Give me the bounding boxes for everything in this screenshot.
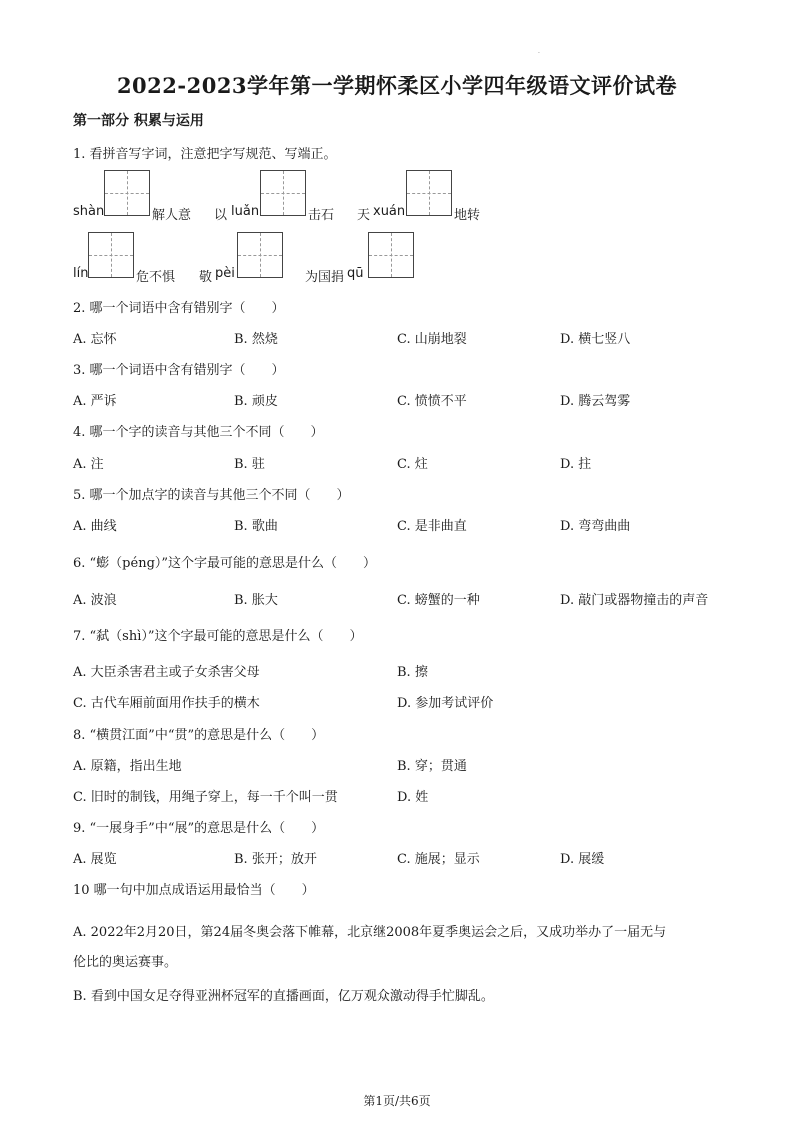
writing-grid[interactable]	[260, 170, 306, 216]
q8-stem: 8. “横贯江面”中“贯”的意思是什么（ ）	[73, 728, 325, 743]
q1-pinyin-1: shàn	[73, 204, 105, 219]
q9-option-a[interactable]: A. 展览	[73, 852, 117, 867]
section-heading: 第一部分 积累与运用	[73, 113, 204, 129]
q5-option-d[interactable]: D. 弯弯曲曲	[560, 519, 631, 534]
q4-option-c[interactable]: C. 炷	[397, 457, 428, 472]
q7-option-d[interactable]: D. 参加考试评价	[397, 696, 494, 711]
q6-option-b[interactable]: B. 胀大	[234, 593, 278, 608]
q1-pinyin-2: luǎn	[231, 204, 260, 219]
exam-title: 2022-2023学年第一学期怀柔区小学四年级语文评价试卷	[116, 73, 678, 98]
q9-option-b[interactable]: B. 张开；放开	[234, 852, 317, 867]
q7-option-c[interactable]: C. 古代车厢前面用作扶手的横木	[73, 696, 260, 711]
writing-grid[interactable]	[406, 170, 452, 216]
q3-option-d[interactable]: D. 腾云驾雾	[560, 394, 631, 409]
q2-option-d[interactable]: D. 横七竖八	[560, 332, 631, 347]
q6-option-c[interactable]: C. 螃蟹的一种	[397, 593, 480, 608]
q5-option-b[interactable]: B. 歌曲	[234, 519, 278, 534]
q4-option-b[interactable]: B. 驻	[234, 457, 265, 472]
speck: ·	[538, 50, 540, 57]
q6-option-d[interactable]: D. 敲门或器物撞击的声音	[560, 593, 709, 608]
q2-option-c[interactable]: C. 山崩地裂	[397, 332, 467, 347]
q1-suffix-2: 击石	[308, 208, 335, 223]
q2-option-b[interactable]: B. 然烧	[234, 332, 278, 347]
q6-option-a[interactable]: A. 波浪	[73, 593, 117, 608]
q7-stem: 7. “弑（shì）”这个字最可能的意思是什么（ ）	[73, 629, 363, 644]
q4-option-a[interactable]: A. 注	[73, 457, 104, 472]
q2-stem: 2. 哪一个词语中含有错别字（ ）	[73, 301, 285, 316]
q9-option-c[interactable]: C. 施展；显示	[397, 852, 480, 867]
q1-pinyin-4: lín	[73, 266, 89, 281]
q10-option-a-line1[interactable]: A. 2022年2月20日，第24届冬奥会落下帷幕，北京继2008年夏季奥运会之后，又成功举办了一届无与	[73, 925, 667, 940]
writing-grid[interactable]	[88, 232, 134, 278]
q1-prefix-6: 为国捐	[305, 270, 345, 285]
q10-option-b[interactable]: B. 看到中国女足夺得亚洲杯冠军的直播画面，亿万观众激动得手忙脚乱。	[73, 989, 494, 1004]
q1-prefix-5: 敬	[199, 270, 213, 285]
q1-suffix-1: 解人意	[152, 208, 192, 223]
q7-option-a[interactable]: A. 大臣杀害君主或子女杀害父母	[73, 665, 260, 680]
q1-pinyin-5: pèi	[215, 266, 235, 281]
q9-stem: 9. “一展身手”中“展”的意思是什么（ ）	[73, 821, 325, 836]
q1-prefix-3: 天	[357, 208, 371, 223]
page-number: 第1页/共6页	[363, 1094, 431, 1108]
q3-option-b[interactable]: B. 顽皮	[234, 394, 278, 409]
q8-option-d[interactable]: D. 姓	[397, 790, 429, 805]
q9-option-d[interactable]: D. 展缓	[560, 852, 605, 867]
q6-stem: 6. “蟛（péng）”这个字最可能的意思是什么（ ）	[73, 556, 377, 571]
q1-stem: 1. 看拼音写字词，注意把字写规范、写端正。	[73, 147, 337, 162]
writing-grid[interactable]	[237, 232, 283, 278]
q10-option-a-line2[interactable]: 伦比的奥运赛事。	[73, 955, 178, 970]
q8-option-c[interactable]: C. 旧时的制钱，用绳子穿上，每一千个叫一贯	[73, 790, 338, 805]
q3-option-a[interactable]: A. 严诉	[73, 394, 117, 409]
q10-stem: 10 哪一句中加点成语运用最恰当（ ）	[73, 883, 315, 898]
q3-option-c[interactable]: C. 愤愤不平	[397, 394, 467, 409]
q8-option-b[interactable]: B. 穿；贯通	[397, 759, 467, 774]
q1-suffix-4: 危不惧	[136, 270, 176, 285]
q1-pinyin-3: xuán	[373, 204, 406, 219]
q5-option-c[interactable]: C. 是非曲直	[397, 519, 467, 534]
q5-option-a[interactable]: A. 曲线	[73, 519, 117, 534]
q1-prefix-2: 以	[214, 208, 228, 223]
q1-pinyin-6: qū	[347, 266, 364, 281]
q1-suffix-3: 地转	[454, 208, 481, 223]
q4-option-d[interactable]: D. 拄	[560, 457, 592, 472]
writing-grid[interactable]	[368, 232, 414, 278]
q7-option-b[interactable]: B. 擦	[397, 665, 428, 680]
writing-grid[interactable]	[104, 170, 150, 216]
q2-option-a[interactable]: A. 忘怀	[73, 332, 117, 347]
q4-stem: 4. 哪一个字的读音与其他三个不同（ ）	[73, 425, 324, 440]
q3-stem: 3. 哪一个词语中含有错别字（ ）	[73, 363, 285, 378]
q5-stem: 5. 哪一个加点字的读音与其他三个不同（ ）	[73, 488, 350, 503]
q8-option-a[interactable]: A. 原籍，指出生地	[73, 759, 182, 774]
